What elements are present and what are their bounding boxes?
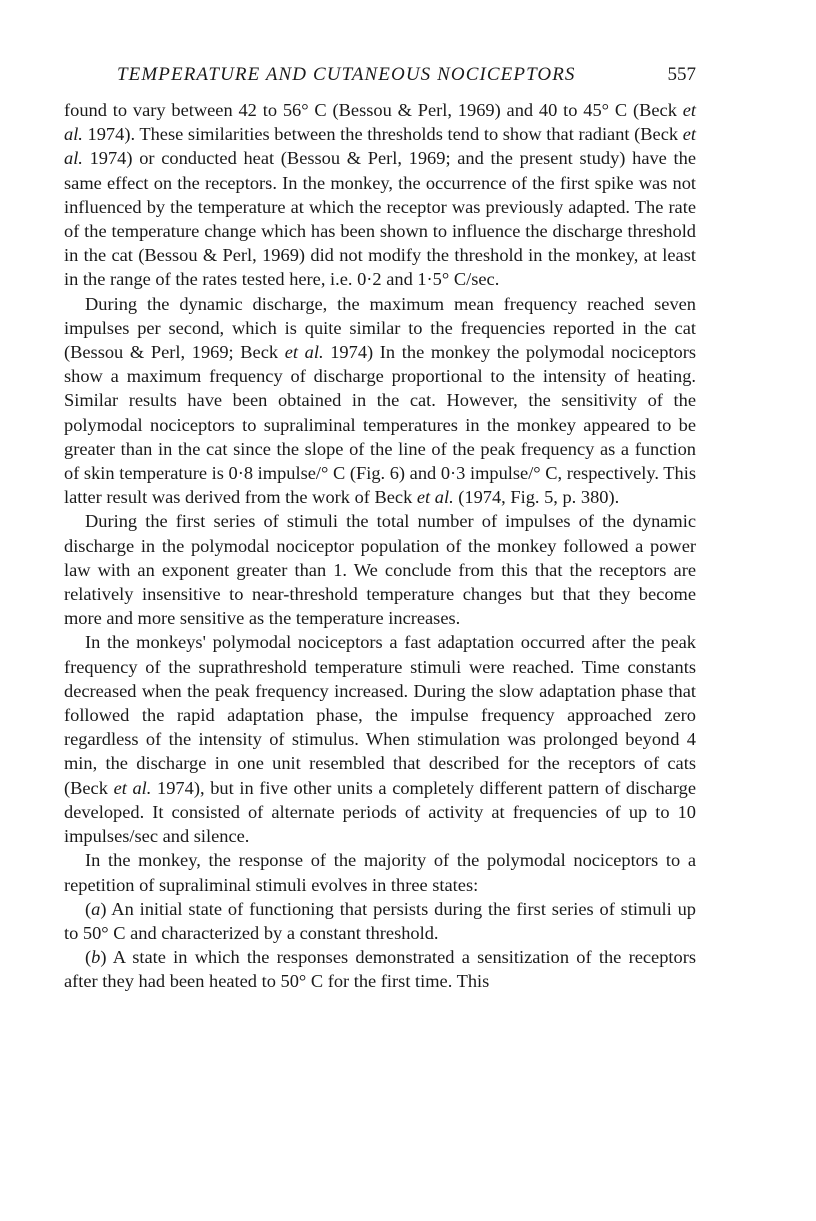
text-segment: In the monkey, the response of the majority of the polymodal nociceptors to a repetition of supraliminal stimuli evolves in three states: (64, 850, 696, 895)
paragraph (64, 292, 696, 510)
text-segment: During the first series of stimuli the total number of impulses of the dynamic discharge in the polymodal nociceptor population of the monkey followed a power law with an exponent greater than 1. We conclude from this that the receptors are relatively insensitive to near-threshold temperature changes but that they become more and more sensitive as the temperature increases. (64, 511, 696, 629)
text-segment: During the dynamic discharge, the maximum mean frequency reached seven impulses per second, which is quite similar to the frequencies reported in the cat (Bessou & Perl, 1969; Beck (64, 293, 696, 363)
text-segment: 1974), but in five other units a completely different pattern of discharge developed. It consisted of alternate periods of activity at frequencies of up to 10 impulses/sec and silence. (64, 777, 696, 847)
running-head (64, 64, 696, 92)
text-segment: ) An initial state of functioning that persists during the first series of stimuli up to 50° C and characterized by a constant threshold. (64, 898, 696, 943)
italic-text: et al. (113, 777, 152, 798)
paragraph (64, 509, 696, 630)
italic-text: b (91, 947, 101, 968)
italic-text: et al. (284, 342, 324, 363)
paragraph (64, 98, 696, 292)
italic-text: et al. (416, 487, 454, 508)
page-number: 557 (667, 64, 696, 85)
text-segment: In the monkeys' polymodal nociceptors a fast adaptation occurred after the peak frequency of the suprathreshold temperature stimuli were reached. Time constants decreased when the peak frequency increased. During the slow adaptation phase that followed the rapid adaptation phase, the impulse frequency approached zero regardless of the intensity of stimulus. When stimulation was prolonged beyond 4 min, the discharge in one unit resembled that described for the receptors of cats (Beck (64, 632, 696, 798)
italic-text: et al. (64, 100, 696, 145)
text-segment: 1974) In the monkey the polymodal nociceptors show a maximum frequency of discharge proportional to the intensity of heating. Similar results have been obtained in the cat. However, the sensitivity of the polymodal nociceptors to supraliminal temperatures in the monkey appeared to be greater than in the cat since the slope of the line of the peak frequency as a function of skin temperature is 0·8 impulse/° C (Fig. 6) and 0·3 impulse/° C, respectively. This latter result was derived from the work of Beck (64, 342, 696, 508)
running-title: TEMPERATURE AND CUTANEOUS NOCICEPTORS (117, 64, 576, 85)
text-segment: (1974, Fig. 5, p. 380). (453, 487, 620, 508)
paragraph (64, 630, 696, 848)
paragraph-item-b (64, 945, 696, 993)
body-text (64, 98, 696, 994)
text-segment: 1974). These similarities between the thresholds tend to show that radiant (Beck (82, 124, 683, 145)
paragraph-item-a (64, 897, 696, 945)
text-segment: ) A state in which the responses demonstrated a sensitization of the receptors after they had been heated to 50° C for the first time. This (64, 947, 696, 992)
italic-text: a (91, 898, 101, 919)
text-segment: ( (85, 947, 92, 968)
text-segment: 1974) or conducted heat (Bessou & Perl, 1969; and the present study) have the same effect on the receptors. In the monkey, the occurrence of the first spike was not influenced by the temperature at which the receptor was previously adapted. The rate of the temperature change which has been shown to influence the discharge threshold in the cat (Bessou & Perl, 1969) did not modify the threshold in the monkey, at least in the range of the rates tested here, i.e. 0·2 and 1·5° C/sec. (64, 148, 696, 290)
text-segment: found to vary between 42 to 56° C (Bessou & Perl, 1969) and 40 to 45° C (Beck (64, 100, 683, 120)
text-segment: ( (85, 898, 92, 919)
paragraph (64, 848, 696, 896)
italic-text: et al. (64, 124, 696, 169)
